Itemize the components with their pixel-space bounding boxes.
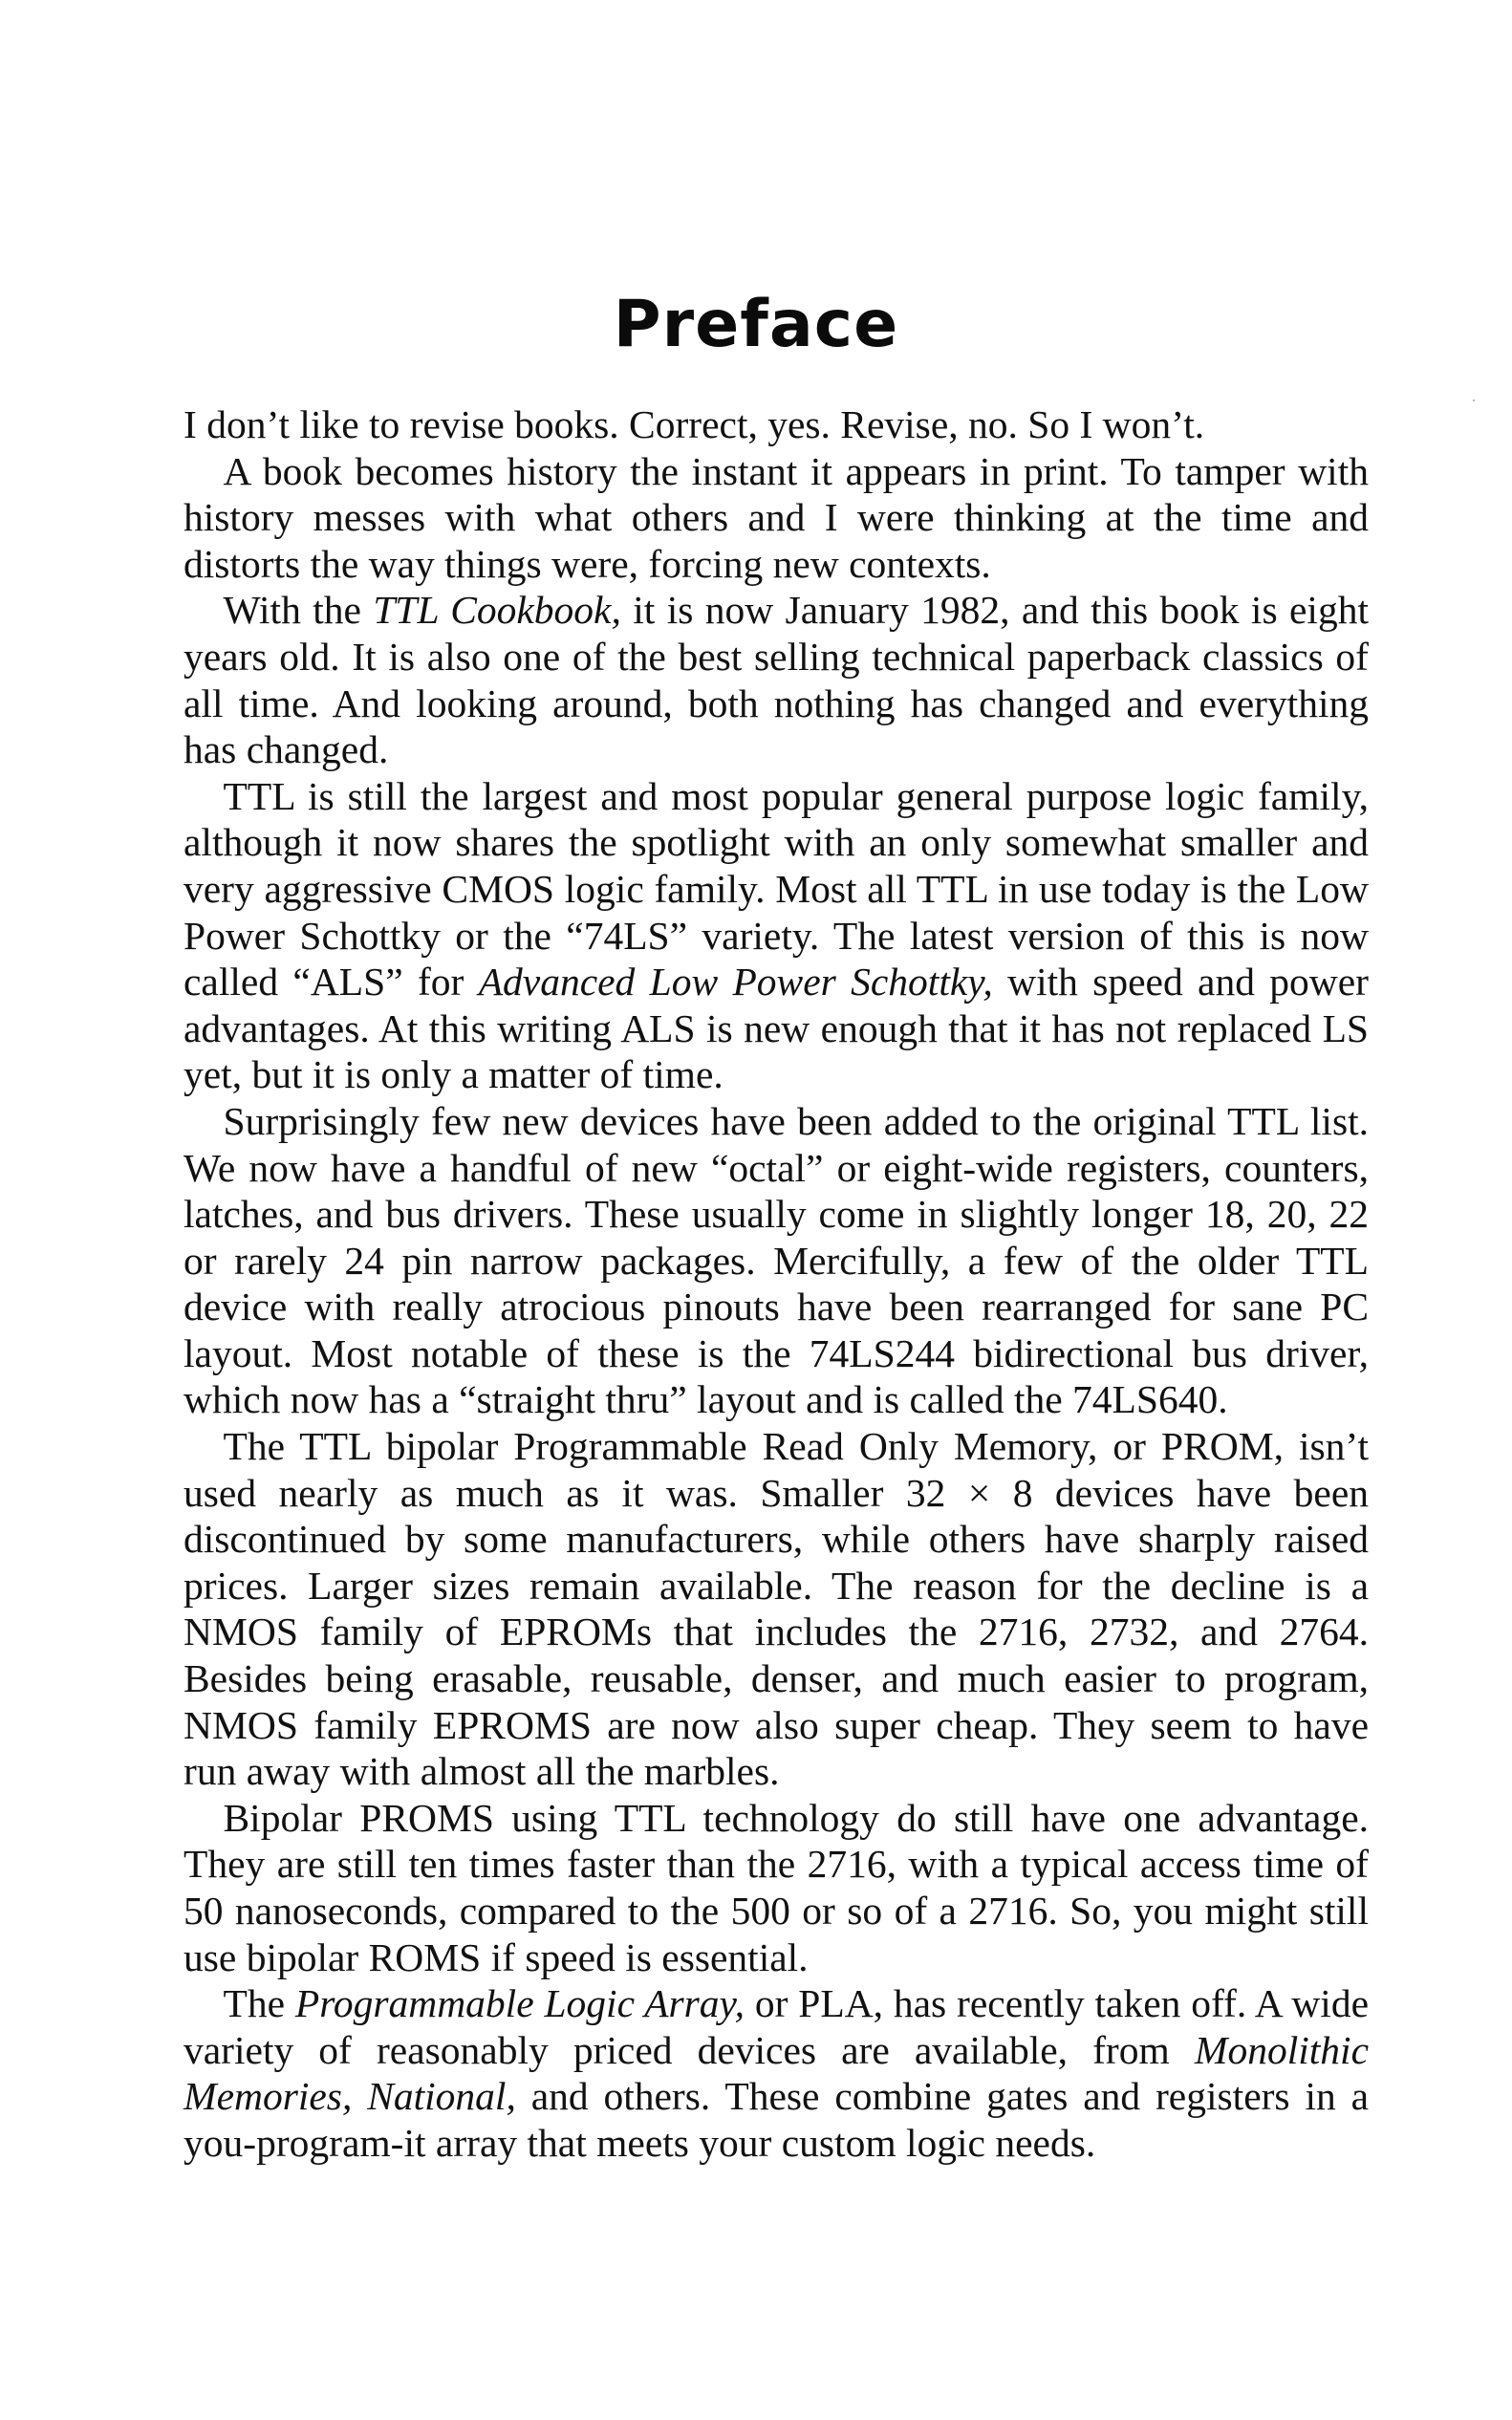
term-advanced-low-power-schottky: Advanced Low Power Schottky, xyxy=(478,960,993,1005)
paragraph-8-text-c: and others. These combine gates and registers in a you-program-it array that meets your custom logic needs. xyxy=(184,2074,1369,2165)
paragraph-8 xyxy=(184,1980,1369,2166)
paragraph-2-text: A book becomes history the instant it appears in print. To tamper with history messes with what others and I were thinking at the time and distorts the way things were, forcing new contexts. xyxy=(184,448,1369,586)
paragraph-4-text-a: TTL is still the largest and most popular general purpose logic family, although it now shares the spotlight with an only somewhat smaller and very aggressive CMOS logic family. Most all TTL in use today is the Low Power Schottky or the “74LS” variety. The latest version of this is now called “ALS” for xyxy=(184,773,1369,1005)
paragraph-8-text-a: The xyxy=(223,1981,295,2026)
paragraph-3 xyxy=(184,587,1369,772)
paragraph-6-text: The TTL bipolar Programmable Read Only Memory, or PROM, isn’t used nearly as much as it was. Smaller 32 × 8 devices have been discontinued by some manufacturers, while others have sharply raised prices. Larger sizes remain available. The reason for the decline is a NMOS family of EPROMs that includes the 2716, 2732, and 2764. Besides being erasable, reusable, denser, and much easier to program, NMOS family EPROMS are now also super cheap. They seem to have run away with almost all the marbles. xyxy=(184,1424,1369,1794)
paragraph-7 xyxy=(184,1795,1369,1980)
term-programmable-logic-array: Programmable Logic Array, xyxy=(294,1981,745,2026)
paragraph-3-text-a: With the xyxy=(223,588,374,633)
book-title-ttl-cookbook: TTL Cookbook, xyxy=(373,588,621,633)
page-title: Preface xyxy=(613,287,899,362)
paragraph-8-text-b: or PLA, has recently taken off. A wide variety of reasonably priced devices are available, from xyxy=(184,1981,1369,2072)
paragraph-7-text: Bipolar PROMS using TTL technology do still have one advantage. They are still ten times faster than the 2716, with a typical access time of 50 nanoseconds, compared to the 500 or so of a 2716. So, you might still use bipolar ROMS if speed is essential. xyxy=(184,1795,1369,1979)
paragraph-5-text: Surprisingly few new devices have been added to the original TTL list. We now have a handful of new “octal” or eight-wide registers, counters, latches, and bus drivers. These usually come in slightly longer 18, 20, 22 or rarely 24 pin narrow packages. Mercifully, a few of the older TTL device with really atrocious pinouts have been rearranged for sane PC layout. Most notable of these is the 74LS244 bidirectional bus driver, which now has a “straight thru” layout and is called the 74LS640. xyxy=(184,1098,1369,1422)
preface-body xyxy=(184,401,1369,2167)
paragraph-4 xyxy=(184,773,1369,1098)
paragraph-1-text: I don’t like to revise books. Correct, yes. Revise, no. So I won’t. xyxy=(184,402,1205,446)
paper-speck xyxy=(1473,400,1475,401)
paragraph-4-text-b: with speed and power advantages. At this writing ALS is new enough that it has not replaced LS yet, but it is only a matter of time. xyxy=(184,960,1370,1097)
paragraph-5 xyxy=(184,1098,1369,1423)
paragraph-6 xyxy=(184,1423,1369,1795)
paragraph-1 xyxy=(184,401,1369,448)
paragraph-3-text-b: it is now January 1982, and this book is eight years old. It is also one of the best selling technical paperback classics of all time. And looking around, both nothing has changed and everything has changed. xyxy=(184,588,1369,772)
manufacturer-names: Monolithic Memories, National, xyxy=(184,2027,1369,2119)
paragraph-2 xyxy=(184,448,1369,588)
